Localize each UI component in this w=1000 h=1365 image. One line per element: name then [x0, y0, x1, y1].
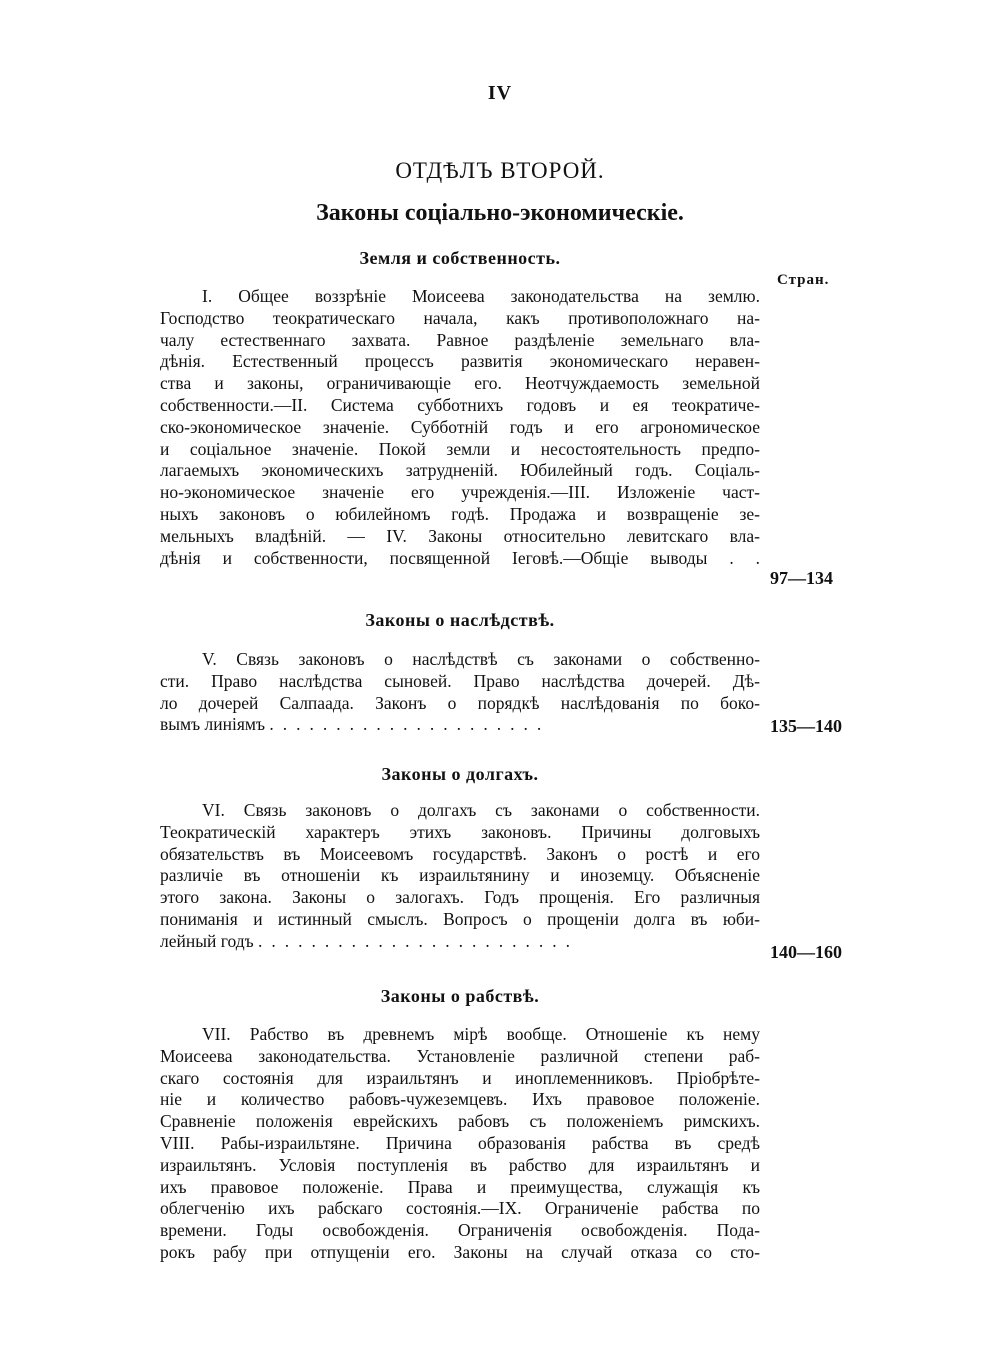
- text-line: лейный годъ ........................: [160, 930, 580, 951]
- text-line: VI. Связь законовъ о долгахъ съ законами о собственности.: [202, 800, 760, 820]
- text-line: пониманія и истинный смыслъ. Вопросъ о прощеніи долга въ юби-: [160, 908, 760, 929]
- text-line: этого закона. Законы о залогахъ. Годъ прощенія. Его различныя: [160, 887, 760, 908]
- part-subtitle: Законы соціально-экономическіе.: [316, 200, 684, 226]
- text-line: V. Связь законовъ о наслѣдствѣ съ законами о собственно-: [202, 649, 760, 669]
- text-line: VIII. Рабы-израильтяне. Причина образованія рабства въ средѣ: [160, 1132, 760, 1153]
- text-line: чалу естественнаго захвата. Равное раздѣленіе земельнаго вла-: [160, 329, 760, 350]
- text-line: Моисеева законодательства. Установленіе различной степени раб-: [160, 1045, 760, 1066]
- text-line: обязательствъ въ Моисеевомъ государствѣ. Законъ о ростѣ и его: [160, 843, 760, 864]
- text-line: лагаемыхъ экономическихъ затрудненій. Юбилейный годъ. Соціаль-: [160, 460, 760, 481]
- section-text-slavery: [160, 1024, 760, 1264]
- page-range-land: 97—134: [770, 568, 833, 588]
- text-line: мельныхъ владѣній. — IV. Законы относительно левитскаго вла-: [160, 525, 760, 546]
- text-line: ско-экономическое значеніе. Субботній годъ и его агрономическое: [160, 416, 760, 437]
- text-line: ства и законы, ограничивающіе его. Неотчуждаемость земельной: [160, 373, 760, 394]
- text-line: различіе въ отношеніи къ израильтянину и иноземцу. Объясненіе: [160, 865, 760, 886]
- section-heading-land: Земля и собственность.: [359, 248, 561, 268]
- text-line: I. Общее воззрѣніе Моисеева законодательства на землю.: [202, 286, 760, 306]
- text-line: дѣнія. Естественный процессъ развитія экономическаго неравен-: [160, 351, 760, 372]
- page-column-label: Стран.: [777, 272, 830, 288]
- text-line: ніе и количество рабовъ-чужеземцевъ. Ихъ правовое положеніе.: [160, 1089, 760, 1110]
- text-line: вымъ линіямъ .....................: [160, 714, 551, 735]
- text-line: собственности.—II. Система субботнихъ годовъ и ея теократиче-: [160, 394, 760, 415]
- text-line: облегченію ихъ рабскаго состоянія.—IX. Ограниченіе рабства по: [160, 1198, 760, 1219]
- section-heading-debts: Законы о долгахъ.: [381, 764, 539, 784]
- page-number: IV: [487, 82, 513, 104]
- part-title: ОТДѢЛЪ ВТОРОЙ.: [395, 158, 605, 183]
- section-heading-inheritance: Законы о наслѣдствѣ.: [365, 610, 555, 630]
- text-line: скаго состоянія для израильтянъ и иноплеменниковъ. Пріобрѣте-: [160, 1067, 760, 1088]
- text-line: Сравненіе положенія еврейскихъ рабовъ съ положеніемъ римскихъ.: [160, 1111, 760, 1132]
- text-line: ло дочерей Салпаада. Законъ о порядкѣ наслѣдованія по боко-: [160, 692, 760, 713]
- text-line: сти. Право наслѣдства сыновей. Право наслѣдства дочерей. Дѣ-: [160, 670, 760, 691]
- text-line: времени. Годы освобожденія. Ограниченія освобожденія. Пода-: [160, 1220, 760, 1241]
- text-line: рокъ рабу при отпущеніи его. Законы на случай отказа со сто-: [160, 1241, 760, 1262]
- text-line: ныхъ законовъ о юбилейномъ годѣ. Продажа и возвращеніе зе-: [160, 503, 760, 524]
- page-range-debts: 140—160: [770, 942, 842, 962]
- section-text-land: [160, 286, 760, 569]
- section-heading-slavery: Законы о рабствѣ.: [380, 986, 540, 1006]
- text-line: израильтянъ. Условія поступленія въ рабство для израильтянъ и: [160, 1154, 760, 1175]
- text-line: но-экономическое значеніе его учрежденія.—III. Изложеніе част-: [160, 482, 760, 503]
- text-line: ихъ правовое положеніе. Права и преимущества, служащія къ: [160, 1176, 760, 1197]
- text-line: и соціальное значеніе. Покой земли и несостоятельность предпо-: [160, 438, 760, 459]
- text-line: дѣнія и собственности, посвященной Іеговѣ.—Общіе выводы . .: [160, 547, 760, 568]
- page-range-inheritance: 135—140: [770, 716, 842, 736]
- section-text-inheritance: [160, 649, 760, 736]
- text-line: VII. Рабство въ древнемъ мірѣ вообще. Отношеніе къ нему: [202, 1024, 760, 1044]
- text-line: Господство теократическаго начала, какъ противоположнаго на-: [160, 307, 760, 328]
- text-line: Теократическій характеръ этихъ законовъ. Причины долговыхъ: [160, 821, 760, 842]
- section-text-debts: [160, 800, 760, 953]
